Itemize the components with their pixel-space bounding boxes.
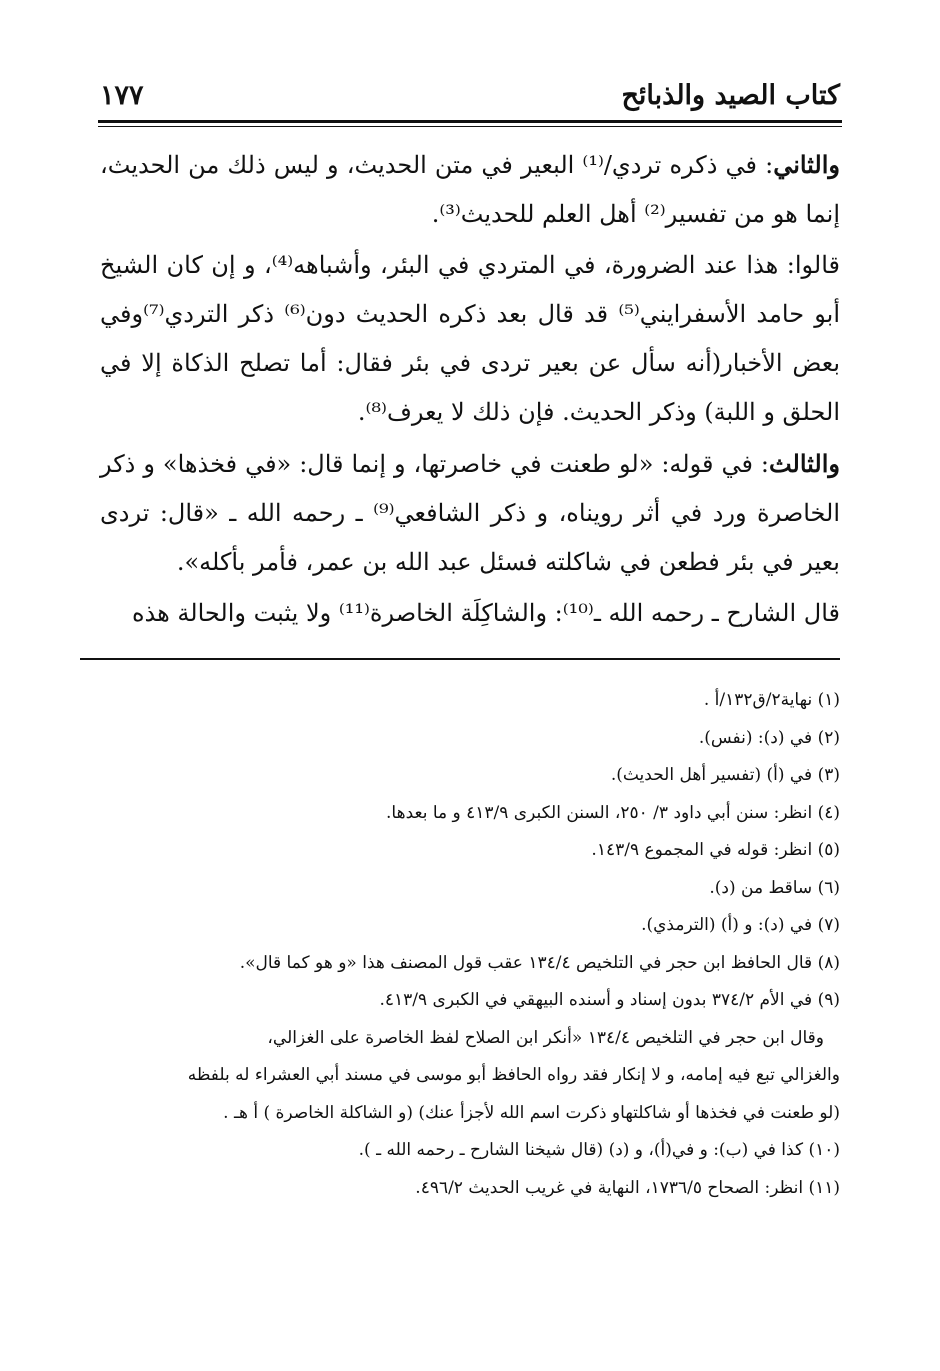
running-title: كتاب الصيد والذبائح	[621, 80, 840, 111]
header-rule-thin	[98, 126, 842, 127]
paragraph-third	[100, 439, 840, 587]
footnote-8: (٨) قال الحافظ ابن حجر في التلخيص ١٣٤/٤ عقب قول المصنف هذا «و هو كما قال».	[239, 952, 840, 973]
main-text	[100, 140, 840, 640]
footnote-11: (١١) انظر: الصحاح ١٧٣٦/٥، النهاية في غريب الحديث ٤٩٦/٢.	[415, 1177, 840, 1198]
paragraph-qalu	[100, 241, 840, 437]
footnote-separator	[80, 658, 840, 660]
paragraph-second	[100, 140, 840, 239]
footnote-3: (٣) في (أ) (تفسير أهل الحديث).	[610, 765, 840, 785]
footnote-7: (٧) في (د): و (أ) (الترمذي).	[641, 915, 840, 935]
paragraph-text: قالوا: هذا عند الضرورة، في المتردي في البئر، وأشباهه⁽⁴⁾، و إن كان الشيخ أبو حامد الأسفرايني⁽⁵⁾ قد قال بعد ذكره الحديث دون⁽⁶⁾ ذكر التردي⁽⁷⁾وفي بعض الأخبار(أنه سأل عن بعير تردى في بئر فقال: أما تصلح الذكاة إلا في الحلق و اللبة) وذكر الحديث. فإن ذلك لا يعرف⁽⁸⁾.	[100, 251, 841, 426]
paragraph-lead-third: والثالث	[768, 449, 840, 478]
footnotes	[100, 682, 840, 1207]
footnote-9-continuation: وقال ابن حجر في التلخيص ١٣٤/٤ «أنكر ابن الصلاح لفظ الخاصرة على الغزالي،	[267, 1027, 824, 1048]
footnote-9-continuation: والغزالي تبع فيه إمامه، و لا إنكار فقد رواه الحافظ أبو موسى في مسند أبي العشراء له بلفظه	[187, 1065, 840, 1085]
header-rule-thick	[98, 120, 842, 123]
footnote-2: (٢) في (د): (نفس).	[698, 727, 840, 748]
footnote-6: (٦) ساقط من (د).	[709, 877, 840, 898]
paragraph-text: : في قوله: «لو طعنت في خاصرتها، و إنما قال: «في فخذها» و ذكر الخاصرة ورد في أثر رويناه، و ذكر الشافعي⁽⁹⁾ ـ رحمه الله ـ «قال: تردى بعير في بئر فطعن في شاكلته فسئل عبد الله بن عمر، فأمر بأكله».	[100, 450, 841, 576]
page-header	[100, 78, 840, 118]
footnote-5: (٥) انظر: قوله في المجموع ١٤٣/٩.	[591, 840, 840, 860]
paragraph-text: : في ذكره تردي/⁽¹⁾ البعير في متن الحديث، و ليس ذلك من الحديث، إنما هو من تفسير⁽²⁾ أهل العلم للحديث⁽³⁾.	[100, 151, 840, 228]
paragraph-lead-second: والثاني	[773, 150, 840, 179]
footnote-9: (٩) في الأم ٣٧٤/٢ بدون إسناد و أسنده البيهقي في الكبرى ٤١٣/٩.	[379, 990, 840, 1010]
footnote-4: (٤) انظر: سنن أبي داود ٣/ ٢٥٠، السنن الكبرى ٤١٣/٩ و ما بعدها.	[386, 802, 840, 823]
paragraph-text: قال الشارح ـ رحمه الله ـ⁽¹⁰⁾: والشاكِلَة الخاصرة⁽¹¹⁾ ولا يثبت والحالة هذه	[131, 599, 840, 627]
paragraph-sharih	[100, 589, 840, 638]
footnote-9-continuation: (لو طعنت في فخذها أو شاكلتهاو ذكرت اسم الله لأجزأ عنك) (و الشاكلة الخاصرة ) أ هـ .	[223, 1102, 840, 1123]
footnote-10: (١٠) كذا في (ب): و في(أ)، و (د) (قال شيخنا الشارح ـ رحمه الله ـ ).	[358, 1140, 840, 1160]
page-number: ١٧٧	[100, 80, 144, 111]
footnote-1: (١) نهاية٢/ق١٣٢/أ .	[703, 690, 840, 710]
